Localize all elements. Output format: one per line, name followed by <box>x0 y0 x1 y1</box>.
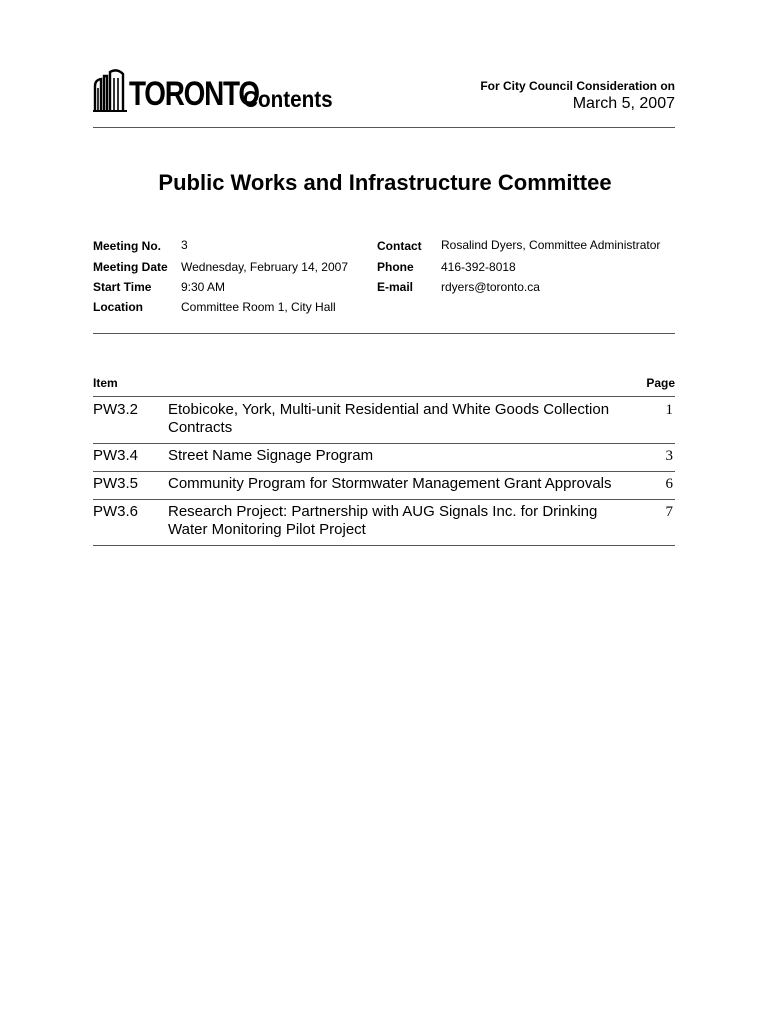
list-item[interactable] <box>93 472 675 500</box>
page-header <box>93 64 675 128</box>
city-hall-icon <box>93 66 127 112</box>
contact-value: Rosalind Dyers, Committee Administrator <box>441 238 661 252</box>
list-item[interactable] <box>93 398 675 444</box>
item-subject[interactable]: Street Name Signage Program <box>168 447 374 464</box>
item-page: 6 <box>665 476 673 492</box>
phone-value: 416-392-8018 <box>441 260 516 274</box>
list-item[interactable] <box>93 500 675 546</box>
page-column-header: Page <box>646 376 675 390</box>
item-code: PW3.5 <box>93 475 139 492</box>
document-heading: Contents <box>243 86 333 112</box>
items-header-divider <box>93 396 675 397</box>
location-label: Location <box>93 300 143 314</box>
item-subject[interactable]: Community Program for Stormwater Management Grant Approvals <box>168 475 612 492</box>
consideration-label: For City Council Consideration on <box>480 79 675 93</box>
start-time-value: 9:30 AM <box>181 280 226 294</box>
phone-label: Phone <box>377 260 414 274</box>
item-subject[interactable]: Etobicoke, York, Multi-unit Residential and White Goods Collection Contracts <box>168 401 610 436</box>
item-page: 1 <box>665 402 673 418</box>
meeting-no-label: Meeting No. <box>93 239 161 253</box>
list-item[interactable] <box>93 444 675 472</box>
contents-list <box>93 398 675 546</box>
committee-title: Public Works and Infrastructure Committee <box>158 170 612 195</box>
item-code: PW3.6 <box>93 503 139 520</box>
logo-wordmark: TORONTO <box>129 75 259 113</box>
email-value[interactable]: rdyers@toronto.ca <box>441 280 540 294</box>
consideration-block <box>480 79 675 113</box>
item-subject[interactable]: Research Project: Partnership with AUG Signals Inc. for Drinking Water Monitoring Pilot Project <box>168 503 598 538</box>
item-code: PW3.2 <box>93 401 139 418</box>
meeting-details <box>93 236 675 322</box>
item-column-header: Item <box>93 376 118 390</box>
meeting-no-value: 3 <box>181 238 188 252</box>
items-header <box>93 376 675 390</box>
header-divider <box>93 127 675 128</box>
item-page: 3 <box>665 448 673 464</box>
email-label: E-mail <box>377 280 414 294</box>
item-page: 7 <box>665 504 673 520</box>
details-divider <box>93 333 675 334</box>
meeting-date-value: Wednesday, February 14, 2007 <box>181 260 348 274</box>
meeting-date-label: Meeting Date <box>93 260 168 274</box>
consideration-date: March 5, 2007 <box>572 95 675 112</box>
contact-label: Contact <box>377 239 422 253</box>
start-time-label: Start Time <box>93 280 152 294</box>
item-code: PW3.4 <box>93 447 139 464</box>
location-value: Committee Room 1, City Hall <box>181 300 336 314</box>
